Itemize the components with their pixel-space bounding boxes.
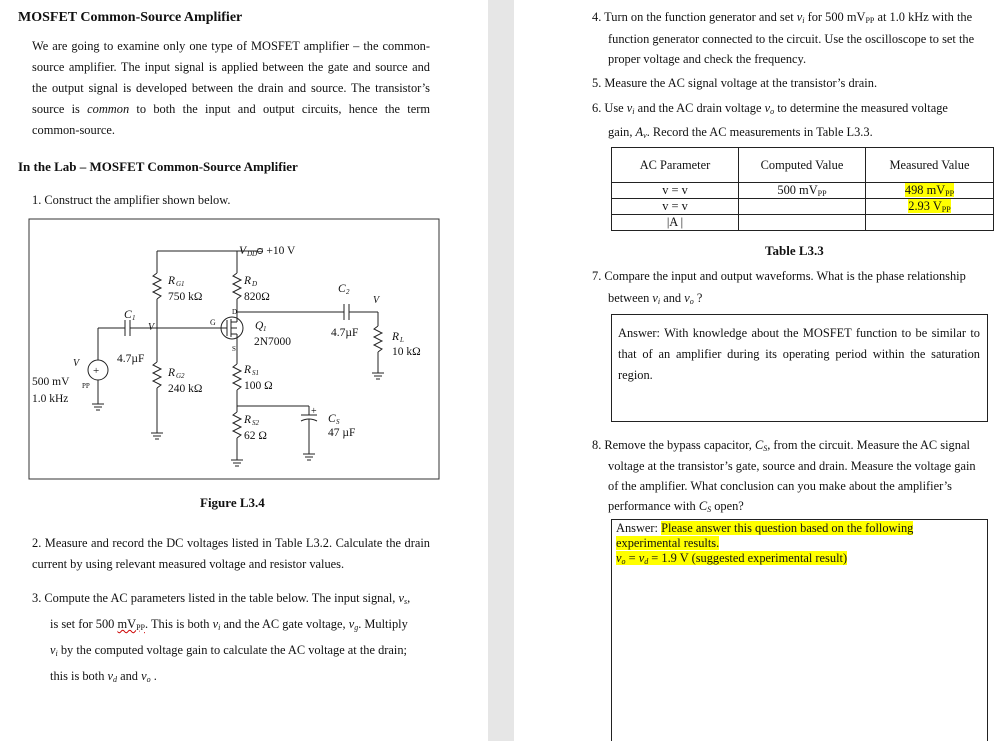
step-3-text-2c: and the AC gate voltage, — [223, 617, 346, 631]
circuit-schematic — [28, 218, 440, 480]
step-8-line-3: of the amplifier. What conclusion can you make about the amplifier’s — [608, 479, 952, 493]
answer-8-result: = 1.9 V (suggested experimental result) — [651, 551, 848, 565]
step-8-line-1: 8. Remove the bypass capacitor, $C_S$, from the circuit. Measure the AC signal — [592, 438, 970, 453]
measured-vi: 498 $mV_{PP}$ — [865, 183, 993, 199]
step-3-text-2b: This is both — [150, 617, 210, 631]
svg-text:1: 1 — [263, 325, 267, 333]
step-2: 2. Measure and record the DC voltages listed in Table L3.2. Calculate the drain current by using relevant measured voltage and resistor values. — [32, 536, 430, 571]
intro-common-word: common — [87, 102, 130, 116]
svg-text:S: S — [336, 418, 340, 426]
svg-text:S2: S2 — [252, 419, 259, 427]
svg-text:L: L — [400, 336, 404, 344]
step-8-text-4: performance with — [608, 499, 696, 513]
intro-paragraph: We are going to examine only one type of MOSFET amplifier – the common-source amplifier. The input signal is applied between the gate and source and the output signal is developed between the drain and source. The transistor’s source is common to both the input and output circuits, hence the term common-source. — [32, 39, 430, 137]
step-8-text-1b: , from the circuit. Measure the AC signal — [767, 438, 970, 452]
answer-8-line-1 — [616, 521, 913, 536]
svg-text:V: V — [148, 322, 155, 333]
step-5: 5. Measure the AC signal voltage at the transistor’s drain. — [592, 76, 878, 90]
svg-text:R: R — [168, 367, 176, 379]
step-3-text-4b: and — [120, 669, 138, 683]
step-7-line-2: between $v_i$ and $v_o$ ? — [608, 291, 703, 306]
svg-text:C: C — [124, 309, 132, 321]
param-av: |A | — [612, 215, 739, 231]
header-computed-value: Computed Value — [738, 148, 865, 183]
answer-8-box — [611, 519, 988, 741]
param-vo-vd: v = v — [612, 199, 739, 215]
table-row — [612, 183, 994, 199]
step-8-text-1: 8. Remove the bypass capacitor, — [592, 438, 752, 452]
c1-value: 4.7µF — [117, 353, 145, 365]
step-3-text-1: 3. Compute the AC parameters listed in the table below. The input signal, — [32, 591, 396, 605]
rl-value: 10 kΩ — [392, 346, 421, 358]
answer-8-line-3: $v_o = v_d = 1.9$ V (suggested experimental result) — [616, 551, 848, 566]
table-row — [612, 215, 994, 231]
step-3-line-2: is set for 500 $mV_{PP}$. This is both $v_i$ and the AC gate voltage, $v_g$. Multiply — [50, 617, 408, 632]
table-row — [612, 199, 994, 215]
rg1-value: 750 kΩ — [168, 291, 203, 303]
step-4-line-3: proper voltage and check the frequency. — [608, 52, 807, 66]
svg-text:DD: DD — [247, 250, 258, 258]
step-4-line-2: function generator connected to the circuit. Use the oscilloscope to set the — [608, 32, 975, 46]
source-frequency: 1.0 kHz — [32, 393, 69, 405]
computed-av — [738, 215, 865, 231]
table-caption: Table L3.3 — [765, 243, 824, 258]
step-6-text-b: and the AC drain voltage — [637, 101, 762, 115]
q1-part: 2N7000 — [254, 336, 292, 348]
step-4-text-1b: for 500 mV — [807, 10, 866, 24]
measured-av — [865, 215, 993, 231]
step-8-text-4b: open? — [714, 499, 744, 513]
right-page — [514, 0, 1002, 741]
computed-vi: 500 $mV_{PP}$ — [738, 183, 865, 199]
svg-text:+: + — [311, 406, 317, 417]
step-3-line-3: $v_i$ by the computed voltage gain to calculate the AC voltage at the drain; — [50, 643, 407, 658]
step-7-line-1: 7. Compare the input and output waveforms. What is the phase relationship — [592, 269, 966, 283]
rs1-value: 100 Ω — [244, 380, 273, 392]
step-4-text-1c: at 1.0 kHz with the — [877, 10, 973, 24]
svg-text:R: R — [244, 414, 252, 426]
svg-text:PP: PP — [82, 382, 90, 390]
step-6-line-2: gain, $A_v$. Record the AC measurements in Table L3.3. — [608, 125, 873, 140]
step-6-line-1: 6. Use $v_i$ and the AC drain voltage $v_o$ to determine the measured voltage — [592, 101, 948, 116]
section-title: MOSFET Common-Source Amplifier — [18, 10, 243, 25]
svg-text:G1: G1 — [176, 280, 185, 288]
param-vi-vg: v = v — [612, 183, 739, 199]
figure-caption: Figure L3.4 — [200, 495, 265, 510]
svg-text:R: R — [244, 364, 252, 376]
step-6-text-c: to determine the measured voltage — [777, 101, 948, 115]
step-6-text-a: 6. Use — [592, 101, 624, 115]
step-3-text-2d: . Multiply — [358, 617, 408, 631]
svg-text:S: S — [232, 345, 236, 353]
step-3-line-1: 3. Compute the AC parameters listed in the table below. The input signal, $v_s$, — [32, 591, 411, 606]
svg-text:V: V — [73, 358, 80, 369]
answer-8-highlight-2: experimental results. — [616, 536, 720, 550]
step-3-text-2a: is set for 500 — [50, 617, 115, 631]
step-1: 1. Construct the amplifier shown below. — [32, 193, 231, 207]
step-4-line-1: 4. Turn on the function generator and set $v_i$ for 500 $mV_{PP}$ at 1.0 kHz with the — [592, 10, 973, 25]
svg-text:V: V — [239, 245, 247, 257]
measured-vo: 2.93 $V_{PP}$ — [865, 199, 993, 215]
svg-text:2: 2 — [346, 288, 350, 296]
rd-value: 820Ω — [244, 291, 270, 303]
cs-value: 47 µF — [328, 427, 356, 439]
step-8-line-2: voltage at the transistor’s gate, source and drain. Measure the voltage gain — [608, 459, 976, 473]
step-3-text-4a: this is both — [50, 669, 105, 683]
lab-heading: In the Lab – MOSFET Common-Source Amplifier — [18, 159, 298, 174]
answer-8-highlight-1: Please answer this question based on the following — [661, 521, 914, 535]
svg-text:R: R — [392, 331, 400, 343]
step-7-text-2: between — [608, 291, 650, 305]
rg2-value: 240 kΩ — [168, 383, 203, 395]
svg-text:C: C — [338, 283, 346, 295]
ac-measurements-table — [611, 147, 994, 231]
step-6-text-d: gain, — [608, 125, 633, 139]
svg-text:+: + — [93, 365, 100, 377]
vdd-label: = +10 V — [257, 245, 296, 257]
step-3-text-3: by the computed voltage gain to calculate the AC voltage at the drain; — [60, 643, 407, 657]
page-gap — [488, 0, 514, 741]
answer-8-prefix: Answer: — [616, 521, 658, 535]
header-measured-value: Measured Value — [865, 148, 993, 183]
step-8-line-4: performance with $C_S$ open? — [608, 499, 744, 514]
computed-vo — [738, 199, 865, 215]
step-3-line-4: this is both $v_d$ and $v_o$ . — [50, 669, 157, 684]
svg-text:S1: S1 — [252, 369, 259, 377]
svg-text:Q: Q — [255, 320, 264, 332]
svg-text:V: V — [373, 295, 380, 306]
step-7-text-2b: and — [663, 291, 682, 305]
step-4-text-1: 4. Turn on the function generator and set — [592, 10, 794, 24]
left-page — [0, 0, 488, 741]
answer-7-box — [611, 314, 988, 422]
answer-7-text: Answer: With knowledge about the MOSFET function to be similar to that of an amplifier during its operating period within the saturation region. — [618, 326, 980, 382]
svg-text:G2: G2 — [176, 372, 185, 380]
svg-text:D: D — [232, 308, 238, 316]
svg-text:G: G — [210, 318, 216, 327]
c2-value: 4.7µF — [331, 327, 359, 339]
svg-text:R: R — [168, 275, 176, 287]
svg-text:1: 1 — [132, 314, 136, 322]
source-amplitude: 500 mV — [32, 376, 70, 388]
svg-text:R: R — [244, 275, 252, 287]
svg-text:C: C — [328, 413, 336, 425]
header-ac-parameter: AC Parameter — [612, 148, 739, 183]
svg-text:D: D — [252, 280, 258, 288]
rs2-value: 62 Ω — [244, 430, 267, 442]
answer-8-line-2 — [616, 536, 719, 551]
step-6-text-e: . Record the AC measurements in Table L3.3. — [646, 125, 873, 139]
